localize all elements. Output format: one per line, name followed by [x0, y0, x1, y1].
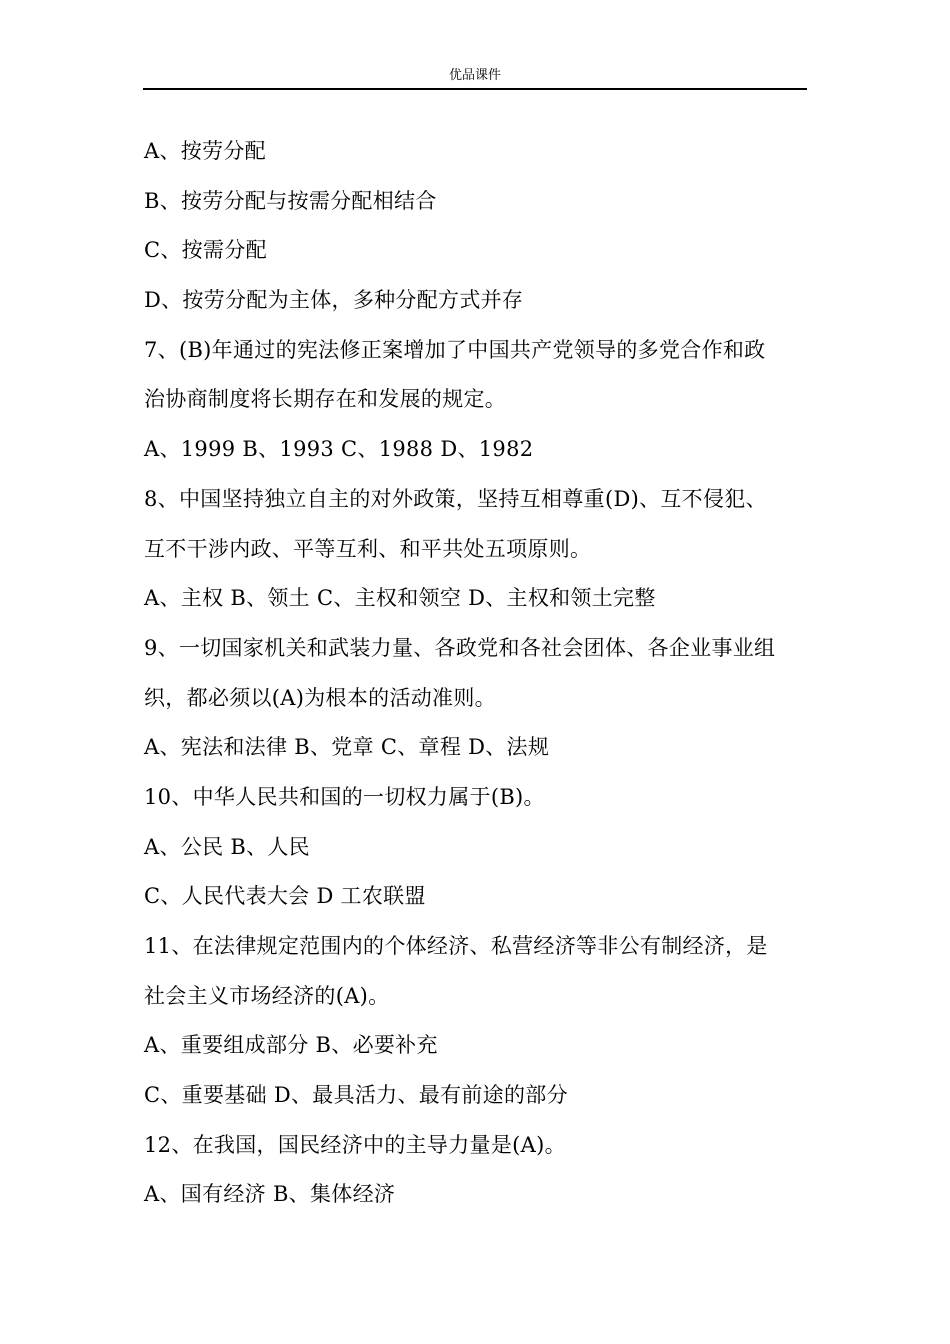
question-7-line-1: 7、(B)年通过的宪法修正案增加了中国共产党领导的多党合作和政	[144, 337, 766, 362]
question-9-line-1: 9、一切国家机关和武装力量、各政党和各社会团体、各企业事业组	[144, 635, 776, 660]
document-body	[144, 127, 814, 1220]
page-header	[143, 64, 807, 90]
option-c-distribution: C、按需分配	[144, 238, 267, 263]
option-d-distribution: D、按劳分配为主体，多种分配方式并存	[144, 288, 524, 313]
question-7-options: A、1999 B、1993 C、1988 D、1982	[144, 437, 534, 462]
question-10-options-ab: A、公民 B、人民	[144, 834, 310, 859]
question-11-line-1: 11、在法律规定范围内的个体经济、私营经济等非公有制经济，是	[144, 934, 768, 958]
question-10-options-cd: C、人民代表大会 D 工农联盟	[144, 884, 426, 909]
question-11-line-2: 社会主义市场经济的(A)。	[144, 983, 390, 1008]
question-7-line-2: 治协商制度将长期存在和发展的规定。	[144, 387, 507, 412]
question-10: 10、中华人民共和国的一切权力属于(B)。	[144, 784, 545, 809]
question-8-line-2: 互不干涉内政、平等互利、和平共处五项原则。	[144, 536, 592, 561]
question-8-line-1: 8、中国坚持独立自主的对外政策，坚持互相尊重(D)、互不侵犯、	[144, 486, 767, 511]
question-9-line-2: 织，都必须以(A)为根本的活动准则。	[144, 685, 496, 710]
question-11-options-cd: C、重要基础 D、最具活力、最有前途的部分	[144, 1083, 568, 1108]
question-8-options: A、主权 B、领土 C、主权和领空 D、主权和领土完整	[144, 586, 656, 611]
question-12-options-ab: A、国有经济 B、集体经济	[144, 1182, 396, 1207]
header-title: 优品课件	[448, 68, 501, 83]
question-12: 12、在我国，国民经济中的主导力量是(A)。	[144, 1132, 566, 1157]
option-b-distribution: B、按劳分配与按需分配相结合	[144, 188, 437, 213]
option-a-distribution: A、按劳分配	[144, 139, 266, 163]
question-9-options: A、宪法和法律 B、党章 C、章程 D、法规	[144, 735, 550, 760]
question-11-options-ab: A、重要组成部分 B、必要补充	[144, 1033, 438, 1058]
